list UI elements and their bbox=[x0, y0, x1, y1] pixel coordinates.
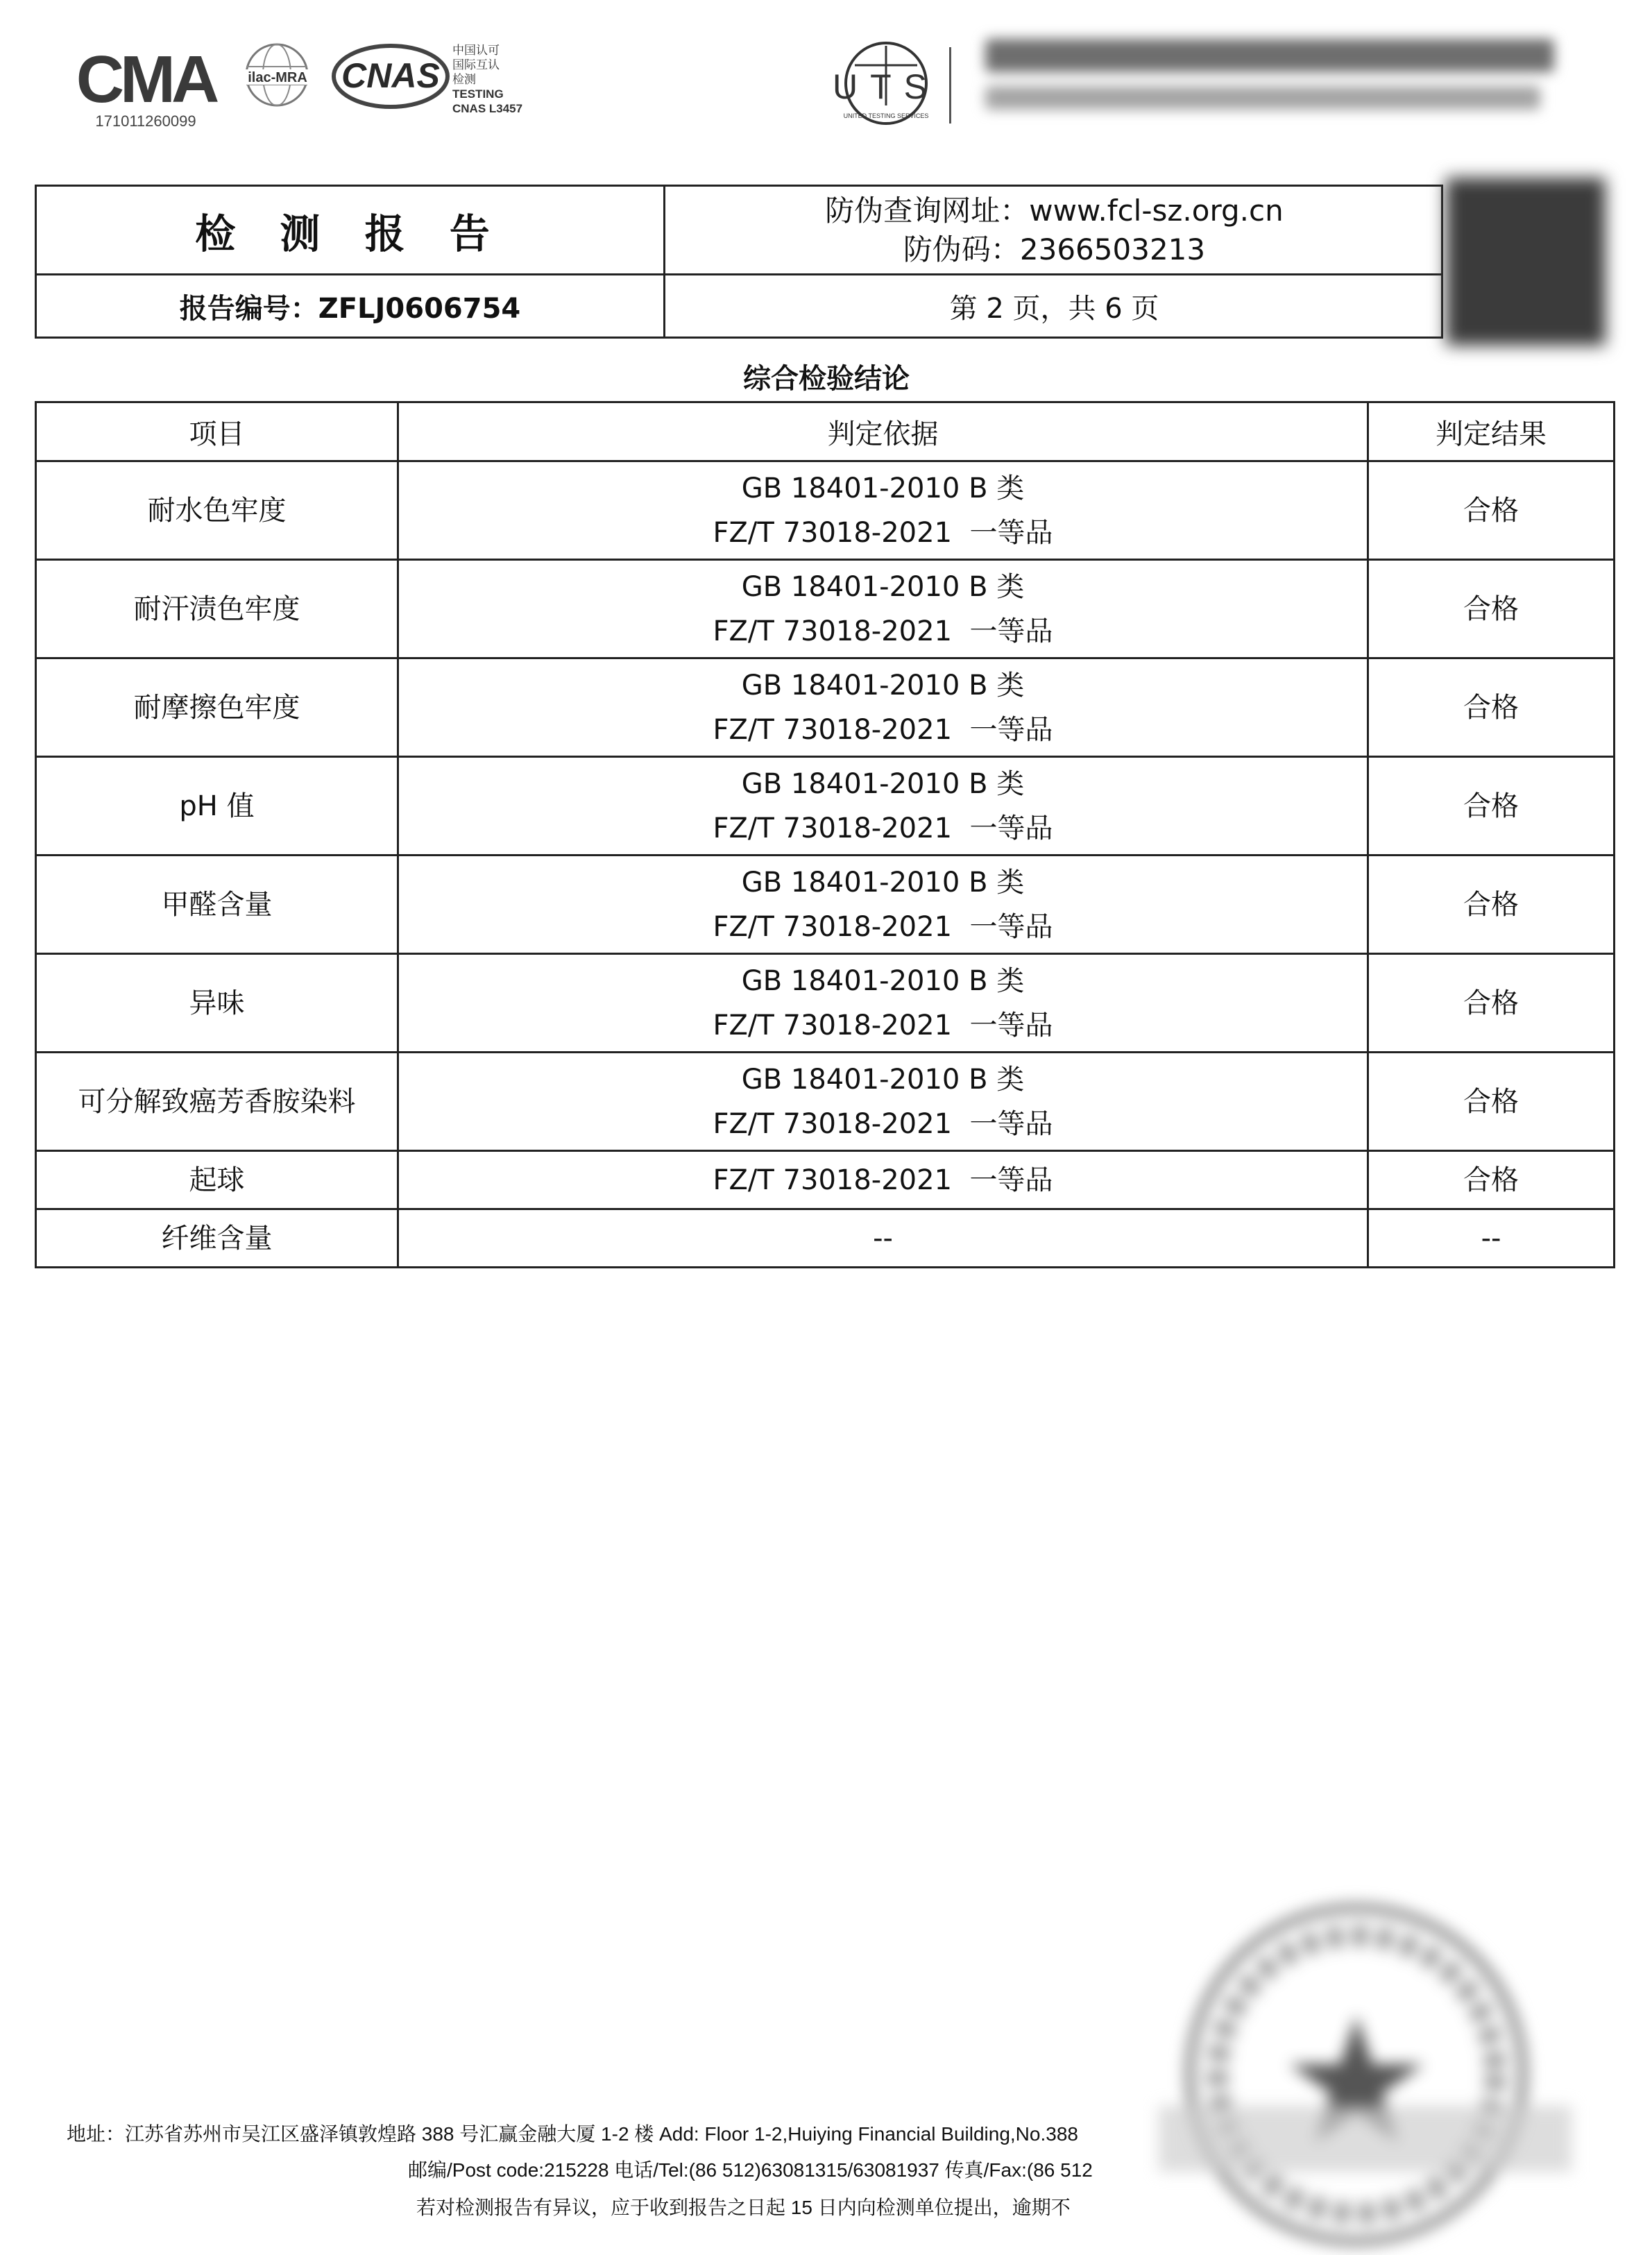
result-cell: 合格 bbox=[1368, 856, 1615, 954]
cnas-note-line: TESTING bbox=[452, 87, 504, 101]
item-cell: pH 值 bbox=[36, 757, 398, 856]
cnas-note-line: 中国认可 bbox=[452, 44, 500, 57]
cnas-note-line: CNAS L3457 bbox=[452, 102, 523, 115]
table-row bbox=[36, 461, 1615, 560]
table-row bbox=[36, 757, 1615, 856]
cma-logo bbox=[76, 36, 215, 133]
table-row bbox=[36, 856, 1615, 954]
result-cell: 合格 bbox=[1368, 1053, 1615, 1151]
basis-line: FZ/T 73018-2021 一等品 bbox=[713, 910, 1053, 943]
cnas-note-line: 国际互认 bbox=[452, 58, 500, 71]
result-cell: 合格 bbox=[1368, 560, 1615, 658]
basis-line: GB 18401-2010 B 类 bbox=[741, 570, 1025, 603]
item-cell: 可分解致癌芳香胺染料 bbox=[36, 1053, 398, 1151]
item-cell: 起球 bbox=[36, 1151, 398, 1209]
basis-line: GB 18401-2010 B 类 bbox=[741, 472, 1025, 504]
basis-line: GB 18401-2010 B 类 bbox=[741, 767, 1025, 800]
table-header-row bbox=[36, 402, 1615, 461]
footer-notice: 若对检测报告有异议，应于收到报告之日起 15 日内向检测单位提出，逾期不 bbox=[416, 2197, 1071, 2218]
basis-cell bbox=[398, 560, 1368, 658]
report-title: 检 测 报 告 bbox=[195, 210, 505, 257]
result-cell: 合格 bbox=[1368, 1151, 1615, 1209]
basis-line: FZ/T 73018-2021 一等品 bbox=[713, 1107, 1053, 1140]
basis-line: GB 18401-2010 B 类 bbox=[741, 964, 1025, 997]
basis-cell bbox=[398, 461, 1368, 560]
cnas-logo-text: CNAS bbox=[341, 56, 440, 95]
footer-contact: 邮编/Post code:215228 电话/Tel:(86 512)63081315/63081937 传真/Fax:(86 512 bbox=[408, 2159, 1093, 2181]
basis-line: FZ/T 73018-2021 一等品 bbox=[713, 1164, 1053, 1196]
column-header-result: 判定结果 bbox=[1368, 402, 1615, 461]
result-cell: 合格 bbox=[1368, 757, 1615, 856]
item-cell: 耐摩擦色牢度 bbox=[36, 658, 398, 757]
footer-address: 地址：江苏省苏州市吴江区盛泽镇敦煌路 388 号汇赢金融大厦 1-2 楼 Add: Floor 1-2,Huiying Financial Building,No.388 bbox=[67, 2123, 1078, 2145]
basis-line: FZ/T 73018-2021 一等品 bbox=[713, 516, 1053, 549]
blurred-company-name bbox=[985, 39, 1554, 136]
uts-logo-text: UTS bbox=[833, 67, 939, 106]
section-title: 综合检验结论 bbox=[743, 362, 910, 395]
cma-number: 171011260099 bbox=[95, 112, 196, 130]
verify-url: 防伪查询网址：www.fcl-sz.org.cn bbox=[825, 193, 1284, 228]
qr-code-blurred bbox=[1446, 178, 1606, 346]
cnas-note-line: 检测 bbox=[452, 73, 476, 86]
column-header-basis: 判定依据 bbox=[398, 402, 1368, 461]
cnas-logo bbox=[332, 42, 450, 111]
basis-line: FZ/T 73018-2021 一等品 bbox=[713, 615, 1053, 647]
table-row bbox=[36, 954, 1615, 1053]
uts-logo-caption: UNITED TESTING SERVICES bbox=[843, 112, 929, 119]
basis-line: GB 18401-2010 B 类 bbox=[741, 669, 1025, 701]
item-cell: 纤维含量 bbox=[36, 1209, 398, 1268]
basis-cell bbox=[398, 954, 1368, 1053]
cnas-accreditation-note bbox=[452, 43, 522, 116]
result-cell: 合格 bbox=[1368, 658, 1615, 757]
basis-line: FZ/T 73018-2021 一等品 bbox=[713, 812, 1053, 844]
item-cell: 耐汗渍色牢度 bbox=[36, 560, 398, 658]
ilac-mra-logo bbox=[232, 39, 322, 115]
basis-line: GB 18401-2010 B 类 bbox=[741, 866, 1025, 899]
basis-cell bbox=[398, 856, 1368, 954]
official-seal-blurred bbox=[1152, 1866, 1575, 2255]
result-cell: 合格 bbox=[1368, 954, 1615, 1053]
uts-logo bbox=[833, 36, 939, 133]
basis-cell bbox=[398, 1053, 1368, 1151]
report-number: 报告编号：ZFLJ0606754 bbox=[179, 292, 521, 325]
verify-code: 防伪码：2366503213 bbox=[903, 232, 1206, 266]
column-header-item: 项目 bbox=[36, 402, 398, 461]
table-row bbox=[36, 1209, 1615, 1268]
table-row bbox=[36, 1151, 1615, 1209]
result-cell: 合格 bbox=[1368, 461, 1615, 560]
ilac-logo-text: ilac-MRA bbox=[248, 70, 307, 85]
item-cell: 甲醛含量 bbox=[36, 856, 398, 954]
item-cell: 异味 bbox=[36, 954, 398, 1053]
logo-divider bbox=[949, 47, 951, 124]
item-cell: 耐水色牢度 bbox=[36, 461, 398, 560]
table-row bbox=[36, 560, 1615, 658]
basis-cell bbox=[398, 658, 1368, 757]
basis-cell bbox=[398, 1209, 1368, 1268]
anti-counterfeit-info bbox=[665, 187, 1443, 273]
basis-line: GB 18401-2010 B 类 bbox=[741, 1063, 1025, 1096]
basis-line: FZ/T 73018-2021 一等品 bbox=[713, 713, 1053, 746]
conclusion-table bbox=[35, 401, 1615, 1268]
cma-logo-text: CMA bbox=[76, 42, 216, 117]
table-row bbox=[36, 658, 1615, 757]
result-cell: -- bbox=[1368, 1209, 1615, 1268]
page-indicator: 第 2 页，共 6 页 bbox=[949, 292, 1159, 325]
table-row bbox=[36, 1053, 1615, 1151]
basis-cell bbox=[398, 757, 1368, 856]
basis-line: FZ/T 73018-2021 一等品 bbox=[713, 1009, 1053, 1041]
basis-cell bbox=[398, 1151, 1368, 1209]
basis-line: -- bbox=[873, 1222, 893, 1254]
